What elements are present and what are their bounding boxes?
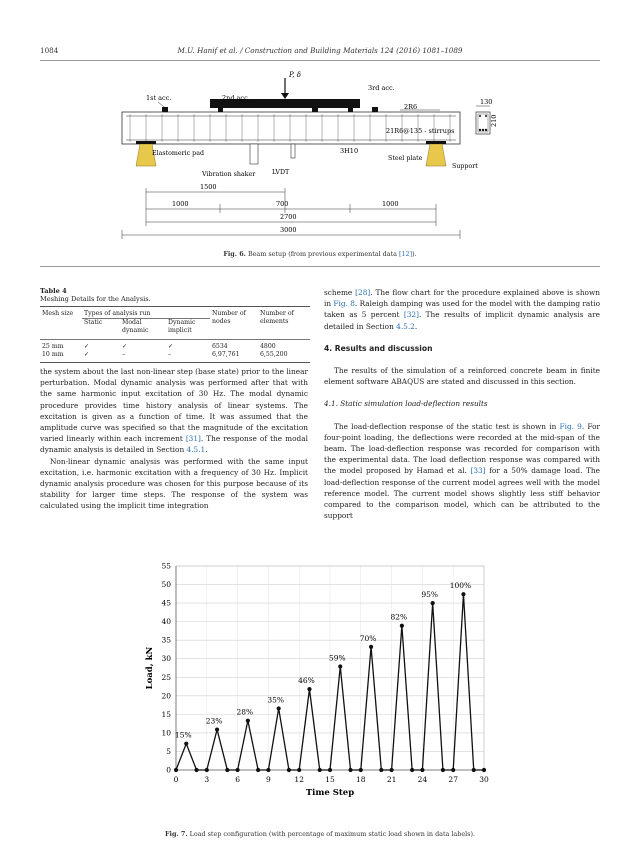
y-tick-label: 15 (161, 709, 171, 719)
x-tick-label: 30 (479, 775, 489, 784)
lvdt-label: LVDT (272, 169, 290, 176)
table-4 (40, 287, 310, 363)
peak-data-label: 59% (328, 653, 346, 663)
figure-6-caption-ref[interactable]: [12] (399, 250, 413, 258)
y-tick-label: 5 (166, 746, 171, 756)
stirrups-label: 21R6@135 - stirrups (386, 127, 455, 135)
data-point (246, 719, 250, 723)
data-point (297, 768, 301, 772)
running-header: M.U. Hanif et al. / Construction and Building Materials 124 (2016) 1081–1089 (177, 46, 463, 55)
y-tick-label: 10 (161, 728, 171, 738)
peak-data-label: 35% (267, 695, 285, 705)
chart-data-labels (175, 581, 471, 739)
right-support (426, 144, 446, 166)
support-label: Support (452, 163, 478, 170)
dim-1500: 1500 (200, 183, 217, 191)
peak-data-label: 95% (421, 590, 439, 600)
peak-data-label: 23% (205, 716, 223, 726)
y-tick-label: 50 (161, 580, 171, 590)
data-point (338, 664, 342, 668)
chart-y-ticks (161, 562, 171, 775)
y-tick-label: 0 (166, 765, 171, 775)
subsection-heading: 4.1. Static simulation load-deflection results (324, 399, 488, 409)
y-tick-label: 25 (161, 672, 171, 682)
chart-x-ticks (174, 775, 489, 784)
table-4-label: Table 4 (40, 287, 67, 295)
dim-1000-right: 1000 (382, 200, 399, 208)
data-point (410, 768, 414, 772)
figure-6-beam-setup (100, 64, 540, 242)
data-point (420, 768, 424, 772)
top-bars-label: 2R6 (404, 103, 418, 111)
peak-data-label: 70% (359, 633, 377, 643)
data-point (318, 768, 322, 772)
y-tick-label: 30 (161, 654, 171, 664)
x-tick-label: 0 (173, 775, 179, 784)
ref-31[interactable]: [31] (185, 434, 201, 444)
section-heading: 4. Results and discussion (324, 343, 433, 353)
bottom-bars-label: 3H10 (340, 147, 359, 155)
shaker-label: Vibration shaker (202, 171, 256, 178)
col-nodes: Number of nodes (212, 310, 246, 325)
data-point (287, 768, 291, 772)
y-axis-label: Load, kN (145, 646, 155, 690)
section-4-5-1-link[interactable]: 4.5.1 (186, 445, 206, 455)
peak-data-label: 100% (449, 581, 472, 591)
load-label: P, δ (289, 71, 301, 79)
ref-32[interactable]: [32] (403, 310, 419, 320)
data-point (256, 768, 260, 772)
left-paragraph-1: the system about the last non-linear step (base state) prior to the linear perturbation. Modal dynamic analysis was performed after that with the same harmonic input excitation of 30 Hz. The modal dynamic procedure provides time history analysis of linear systems. The excitation is given as a function of time. It was assumed that the amplitude curve was specified so that the magnitude of the excitation varied linearly within each increment [31]. The response of the modal dynamic analysis is detailed in Section 4.5.1. (40, 367, 308, 455)
col-mesh-size: Mesh size (42, 310, 74, 317)
data-point (451, 768, 455, 772)
right-paragraph-1: scheme [28]. The flow chart for the procedure explained above is shown in Fig. 8. Raleigh damping was used for the model with the damping ratio taken as 5 percent [32]. The results of implicit dynamic analysis are detailed in Section 4.5.2. (324, 288, 600, 331)
section-4-5-2-link[interactable]: 4.5.2 (396, 321, 415, 331)
x-axis-label: Time Step (305, 788, 355, 798)
col-types: Types of analysis run (82, 307, 210, 319)
data-point (359, 768, 363, 772)
y-tick-label: 45 (161, 598, 171, 608)
x-tick-label: 9 (266, 775, 271, 784)
data-point (277, 706, 281, 710)
data-point (194, 768, 198, 772)
figure-7-load-step-chart (140, 556, 510, 814)
section-width-label: 130 (480, 98, 493, 106)
page-number: 1084 (40, 46, 59, 55)
data-point (174, 768, 178, 772)
table-row: 10 mm ✓ – – 6,97,761 6,55,200 (42, 351, 288, 358)
fig-8-link[interactable]: Fig. 8 (333, 299, 355, 309)
data-point (307, 687, 311, 691)
ref-28[interactable]: [28] (355, 288, 371, 297)
x-tick-label: 24 (417, 775, 428, 784)
data-point (236, 768, 240, 772)
col-implicit: Dynamic implicit (168, 319, 196, 334)
elastomeric-pad-label: Elastomeric pad (152, 150, 204, 157)
left-column-text (40, 366, 308, 512)
x-tick-label: 27 (448, 775, 458, 784)
data-point (205, 768, 209, 772)
y-tick-label: 20 (161, 691, 171, 701)
data-point (461, 592, 465, 596)
data-point (266, 768, 270, 772)
table-row: 25 mm ✓ ✓ ✓ 6534 4800 (40, 340, 310, 352)
x-tick-label: 3 (204, 775, 210, 784)
data-point (184, 742, 188, 746)
dim-1000-left: 1000 (172, 200, 189, 208)
header-rule (40, 60, 600, 61)
data-point (328, 768, 332, 772)
data-point (472, 768, 476, 772)
data-point (369, 645, 373, 649)
y-tick-label: 35 (161, 635, 171, 645)
data-point (225, 768, 229, 772)
right-paragraph-2: The results of the simulation of a reinforced concrete beam in finite element software ABAQUS are stated and discussed in this section. (324, 366, 600, 387)
y-tick-label: 55 (161, 561, 171, 571)
dim-3000: 3000 (280, 226, 297, 234)
figure-6-rule (40, 266, 600, 267)
x-tick-label: 21 (386, 775, 397, 784)
peak-data-label: 82% (390, 612, 408, 622)
peak-data-label: 15% (174, 730, 192, 740)
figure-6-caption: Fig. 6. Beam setup (from previous experimental data [12]). (223, 250, 417, 258)
peak-data-label: 46% (298, 676, 315, 686)
ref-33[interactable]: [33] (470, 466, 486, 476)
data-point (441, 768, 445, 772)
dim-700: 700 (276, 200, 289, 208)
data-point (379, 768, 383, 772)
y-tick-label: 40 (161, 617, 171, 627)
x-tick-label: 18 (356, 775, 366, 784)
data-point (215, 727, 219, 731)
data-point (348, 768, 352, 772)
accelerometer-1-label: 1st acc. (146, 94, 172, 102)
x-tick-label: 12 (294, 775, 304, 784)
data-point (482, 768, 486, 772)
x-tick-label: 15 (325, 775, 335, 784)
x-tick-label: 6 (235, 775, 240, 784)
col-modal: Modal dynamic (122, 319, 149, 334)
table-4-grid (40, 306, 310, 363)
right-paragraph-3: The load-deflection response of the static test is shown in Fig. 9. For four-point loading, the deflections were recorded at the mid-span of the beam. The load-deflection response was recorded for comparison with the experimental data. The load deflection response was compared with the model proposed by Hamad et al. [33] for a 50% damage load. The load-deflection response of the current model agrees well with the model reference model. The current model shows slightly less stiff behavior compared to the comparison model, which can be attributed to the support (324, 421, 600, 521)
figure-7-caption-text: Load step configuration (with percentage of maximum static load shown in data labels). (189, 830, 475, 838)
data-point (400, 624, 404, 628)
dim-2700: 2700 (280, 213, 297, 221)
section-height-label: 210 (490, 114, 498, 127)
steel-plate-label: Steel plate (388, 155, 423, 162)
figure-6-caption-text: Beam setup (from previous experimental data (247, 250, 399, 258)
accelerometer-2-label: 2nd acc. (222, 94, 250, 102)
table-4-title: Meshing Details for the Analysis. (40, 295, 151, 303)
col-elements: Number of elements (260, 310, 294, 325)
figure-6-caption-label: Fig. 6. (223, 250, 246, 258)
vibration-shaker (250, 144, 258, 164)
lvdt (291, 144, 295, 158)
figure-7-caption-label: Fig. 7. (165, 830, 188, 838)
figure-7-caption (40, 830, 600, 838)
accelerometer-3-label: 3rd acc. (368, 84, 395, 92)
left-paragraph-2: Non-linear dynamic analysis was performed with the same input excitation, i.e. harmonic excitation with a frequency of 30 Hz. Implicit dynamic analysis procedure was chosen for this purpose because of its stability for larger time steps. The response of the system was calculated using the implicit time integration (40, 456, 308, 511)
peak-data-label: 28% (236, 707, 254, 717)
col-static: Static (84, 319, 103, 326)
data-point (431, 601, 435, 605)
fig-9-link[interactable]: Fig. 9 (559, 421, 582, 431)
right-column-text (324, 287, 600, 521)
data-point (390, 768, 394, 772)
